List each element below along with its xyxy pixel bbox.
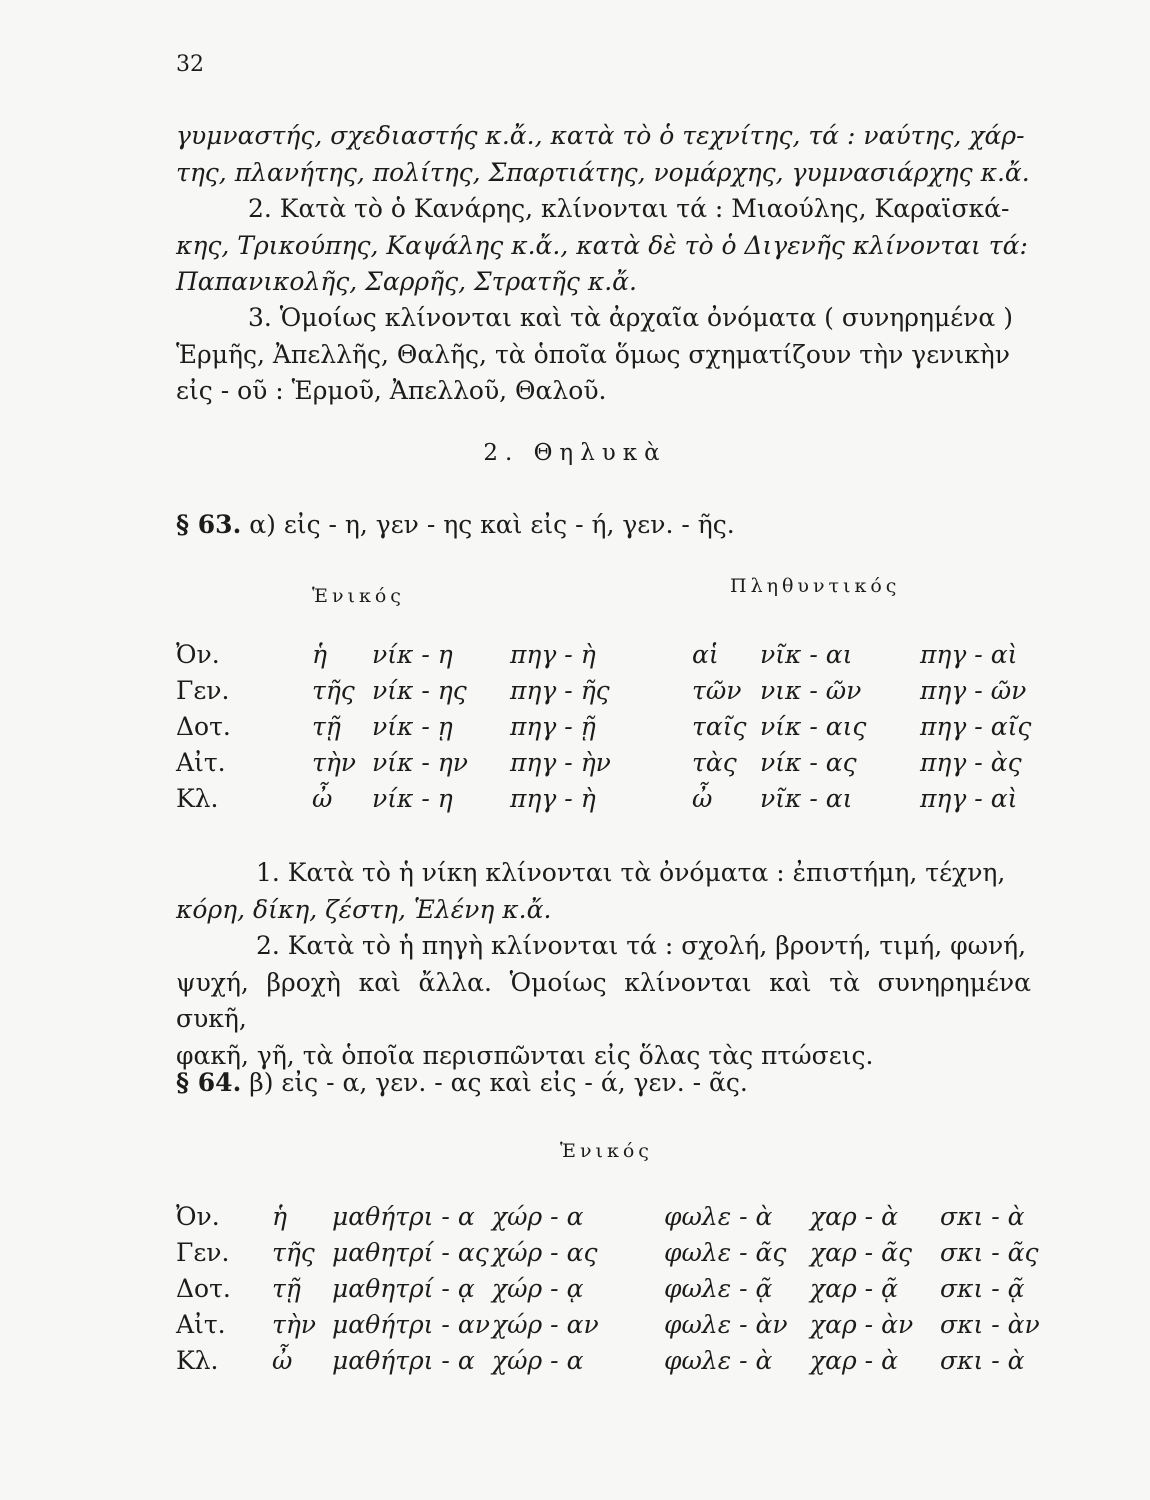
text-line: 2. Κατὰ τὸ ὁ Κανάρης, κλίνονται τά : Μιαούλης, Καραϊσκά- (248, 194, 1010, 223)
text-line: κης, Τρικούπης, Καψάλης κ.ἄ., κατὰ δὲ τὸ ὁ Διγενῆς κλίνονται τά: (176, 230, 1028, 260)
case-label: Ὀν. (176, 1202, 220, 1231)
mathitria-form: μαθήτρι - αν (332, 1310, 490, 1339)
case-label: Ὀν. (176, 640, 220, 669)
pege-plural: πηγ - αὶ (920, 640, 1018, 669)
pege-plural: πηγ - αῖς (920, 712, 1032, 741)
nike-singular: νίκ - ης (372, 676, 467, 705)
section-rule: α) εἰς - η, γεν - ης καὶ εἰς - ή, γεν. - ῆς. (249, 510, 735, 539)
chara-form: χαρ - ὰν (810, 1310, 914, 1339)
case-label: Κλ. (176, 784, 219, 813)
nike-singular: νίκ - η (372, 784, 453, 813)
chara-form: χαρ - ᾷ (810, 1274, 898, 1303)
skia-form: σκι - ὰ (940, 1202, 1025, 1231)
pege-plural: πηγ - ῶν (920, 676, 1027, 705)
section-number: § 64. (176, 1068, 242, 1097)
text-line: κόρη, δίκη, ζέστη, Ἑλένη κ.ἄ. (176, 894, 552, 924)
article-plural: τὰς (692, 748, 737, 777)
chara-form: χαρ - ὰ (810, 1202, 898, 1231)
plural-header: Πληθυντικός (730, 575, 901, 597)
article: ὦ (272, 1346, 293, 1375)
article-plural: ταῖς (692, 712, 747, 741)
article: τῆς (272, 1238, 315, 1267)
chara-form: χαρ - ᾶς (810, 1238, 912, 1267)
case-label: Δοτ. (176, 1274, 231, 1303)
article-singular: ἡ (312, 640, 327, 669)
chora-form: χώρ - α (492, 1346, 584, 1375)
folia-form: φωλε - ὰ (664, 1202, 773, 1231)
skia-form: σκι - ᾶς (940, 1238, 1039, 1267)
mathitria-form: μαθητρί - ας (332, 1238, 489, 1267)
folia-form: φωλε - ᾶς (664, 1238, 787, 1267)
text-line: Παπανικολῆς, Σαρρῆς, Στρατῆς κ.ἄ. (176, 267, 637, 296)
mathitria-form: μαθήτρι - α (332, 1202, 475, 1231)
paragraph-pege-examples (176, 928, 1031, 1074)
text-line: ψυχή, βροχὴ καὶ ἄλλα. Ὁμοίως κλίνονται καὶ τὰ συνηρημένα συκῆ, (176, 967, 1031, 1033)
nike-plural: νῖκ - αι (760, 784, 853, 813)
folia-form: φωλε - ὰν (664, 1310, 788, 1339)
paragraph-nike-examples (176, 855, 1031, 928)
case-label: Αἰτ. (176, 1310, 226, 1339)
text-line: 2. Κατὰ τὸ ἡ πηγὴ κλίνονται τά : σχολή, βροντή, τιμή, φωνή, (256, 931, 1027, 960)
nike-singular: νίκ - ην (372, 748, 468, 777)
case-label: Γεν. (176, 676, 230, 705)
mathitria-form: μαθητρί - ᾳ (332, 1274, 475, 1303)
nike-plural: νίκ - αις (760, 712, 867, 741)
paragraph-masculine-examples (176, 118, 1031, 191)
section-rule: β) εἰς - α, γεν. - ας καὶ εἰς - ά, γεν. - ᾶς. (249, 1068, 748, 1097)
folia-form: φωλε - ὰ (664, 1346, 773, 1375)
paragraph-kanaris (176, 191, 1031, 301)
skia-form: σκι - ὰ (940, 1346, 1025, 1375)
page-number: 32 (176, 52, 204, 77)
chora-form: χώρ - αν (492, 1310, 599, 1339)
case-label: Γεν. (176, 1238, 230, 1267)
nike-singular: νίκ - ῃ (372, 712, 453, 741)
article: τὴν (272, 1310, 317, 1339)
chara-form: χαρ - ὰ (810, 1346, 898, 1375)
singular-header: Ἑνικός (312, 585, 405, 607)
section-63-heading (176, 510, 735, 539)
article-singular: ὦ (312, 784, 333, 813)
skia-form: σκι - ᾷ (940, 1274, 1025, 1303)
section-title: 2. Θηλυκὰ (483, 440, 667, 466)
mathitria-form: μαθήτρι - α (332, 1346, 475, 1375)
pege-singular: πηγ - ῆς (510, 676, 610, 705)
text-line: της, πλανήτης, πολίτης, Σπαρτιάτης, νομάρχης, γυμνασιάρχης κ.ἄ. (176, 157, 1030, 187)
nike-plural: νίκ - ας (760, 748, 857, 777)
text-line: φακῆ, γῆ, τὰ ὁποῖα περισπῶνται εἰς ὅλας τὰς πτώσεις. (176, 1040, 874, 1070)
chora-form: χώρ - α (492, 1202, 584, 1231)
text-line: 3. Ὁμοίως κλίνονται καὶ τὰ ἀρχαῖα ὀνόματα ( συνηρημένα ) (248, 303, 1013, 332)
article-plural: τῶν (692, 676, 742, 705)
chora-form: χώρ - ᾳ (492, 1274, 584, 1303)
article: ἡ (272, 1202, 287, 1231)
article-plural: ὦ (692, 784, 713, 813)
pege-singular: πηγ - ὴ (510, 640, 596, 669)
folia-form: φωλε - ᾷ (664, 1274, 773, 1303)
text-line: 1. Κατὰ τὸ ἡ νίκη κλίνονται τὰ ὀνόματα : ἐπιστήμη, τέχνη, (256, 858, 1006, 887)
case-label: Κλ. (176, 1346, 219, 1375)
section-number: § 63. (176, 510, 242, 539)
article-singular: τῆς (312, 676, 355, 705)
nike-plural: νῖκ - αι (760, 640, 853, 669)
pege-singular: πηγ - ὴ (510, 784, 596, 813)
case-label: Αἰτ. (176, 748, 226, 777)
text-line: γυμναστής, σχεδιαστής κ.ἄ., κατὰ τὸ ὁ τεχνίτης, τά : ναύτης, χάρ- (176, 121, 1025, 150)
chora-form: χώρ - ας (492, 1238, 598, 1267)
case-label: Δοτ. (176, 712, 231, 741)
article-singular: τὴν (312, 748, 357, 777)
text-line: Ἑρμῆς, Ἀπελλῆς, Θαλῆς, τὰ ὁποῖα ὅμως σχηματίζουν τὴν γενικὴν (176, 339, 1010, 369)
text-line: εἰς - οῦ : Ἑρμοῦ, Ἀπελλοῦ, Θαλοῦ. (176, 376, 607, 405)
pege-singular: πηγ - ὴν (510, 748, 611, 777)
pege-singular: πηγ - ῇ (510, 712, 596, 741)
pege-plural: πηγ - ὰς (920, 748, 1022, 777)
paragraph-contracted-nouns (176, 300, 1031, 410)
article-plural: αἱ (692, 640, 719, 669)
singular-header: Ἑνικός (560, 1140, 653, 1162)
section-64-heading (176, 1068, 748, 1097)
nike-plural: νικ - ῶν (760, 676, 862, 705)
nike-singular: νίκ - η (372, 640, 453, 669)
article-singular: τῇ (312, 712, 341, 741)
article: τῇ (272, 1274, 301, 1303)
pege-plural: πηγ - αὶ (920, 784, 1018, 813)
skia-form: σκι - ὰν (940, 1310, 1040, 1339)
